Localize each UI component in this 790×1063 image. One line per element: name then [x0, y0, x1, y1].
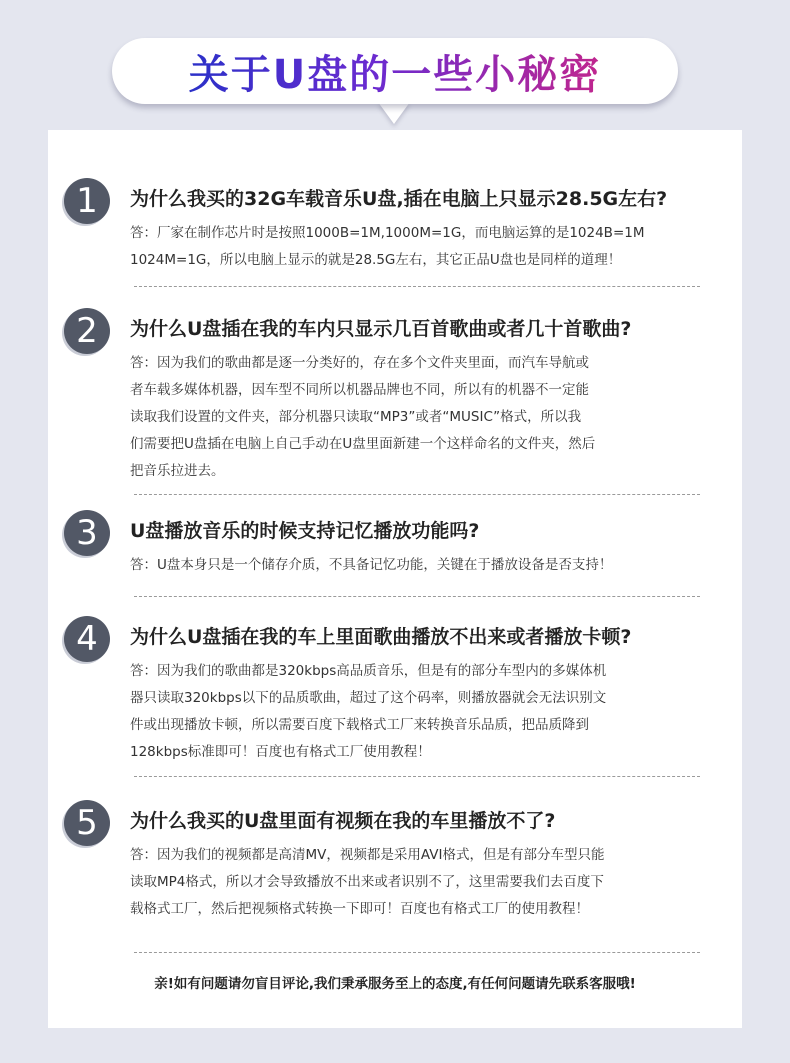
divider — [134, 494, 700, 495]
question: U盘播放音乐的时候支持记忆播放功能吗? — [130, 520, 480, 542]
answer — [130, 220, 720, 274]
answer — [130, 658, 720, 766]
question: 为什么U盘插在我的车内只显示几百首歌曲或者几十首歌曲? — [130, 318, 632, 340]
title-banner — [112, 38, 678, 104]
question: 为什么U盘插在我的车上里面歌曲播放不出来或者播放卡顿? — [130, 626, 632, 648]
answer-line: 答：U盘本身只是一个储存介质，不具备记忆功能，关键在于播放设备是否支持！ — [130, 557, 613, 573]
title-pointer — [378, 102, 410, 124]
answer — [130, 350, 720, 485]
answer — [130, 842, 720, 923]
faq-card — [48, 130, 742, 1028]
divider — [134, 952, 700, 953]
footer-note: 亲!如有问题请勿盲目评论,我们秉承服务至上的态度,有任何问题请先联系客服哦! — [154, 976, 636, 992]
answer-line: 128kbps标准即可！百度也有格式工厂使用教程！ — [130, 744, 431, 760]
question: 为什么我买的32G车载音乐U盘,插在电脑上只显示28.5G左右? — [130, 188, 668, 210]
question: 为什么我买的U盘里面有视频在我的车里播放不了? — [130, 810, 556, 832]
answer-line: 读取MP4格式，所以才会导致播放不出来或者识别不了，这里需要我们去百度下 — [130, 874, 604, 890]
number-badge: 5 — [64, 800, 110, 846]
title-pill — [112, 38, 678, 104]
answer-line: 答：因为我们的歌曲都是逐一分类好的，存在多个文件夹里面，而汽车导航或 — [130, 355, 589, 371]
number-badge: 3 — [64, 510, 110, 556]
answer-line: 答：因为我们的视频都是高清MV，视频都是采用AVI格式，但是有部分车型只能 — [130, 847, 605, 863]
answer — [130, 552, 720, 579]
answer-line: 把音乐拉进去。 — [130, 463, 225, 479]
number-badge: 1 — [64, 178, 110, 224]
page-title: 关于U盘的一些小秘密 — [189, 43, 601, 100]
answer-line: 载格式工厂，然后把视频格式转换一下即可！百度也有格式工厂的使用教程！ — [130, 901, 589, 917]
answer-line: 1024M=1G，所以电脑上显示的就是28.5G左右，其它正品U盘也是同样的道理！ — [130, 252, 622, 268]
answer-line: 们需要把U盘插在电脑上自己手动在U盘里面新建一个这样命名的文件夹，然后 — [130, 436, 596, 452]
answer-line: 件或出现播放卡顿，所以需要百度下载格式工厂来转换音乐品质，把品质降到 — [130, 717, 589, 733]
divider — [134, 286, 700, 287]
number-badge: 4 — [64, 616, 110, 662]
divider — [134, 776, 700, 777]
answer-line: 答：厂家在制作芯片时是按照1000B=1M,1000M=1G，而电脑运算的是1024B=1M — [130, 225, 645, 241]
divider — [134, 596, 700, 597]
answer-line: 读取我们设置的文件夹，部分机器只读取“MP3”或者“MUSIC”格式，所以我 — [130, 409, 582, 425]
answer-line: 器只读取320kbps以下的品质歌曲，超过了这个码率，则播放器就会无法识别文 — [130, 690, 607, 706]
answer-line: 者车载多媒体机器，因车型不同所以机器品牌也不同，所以有的机器不一定能 — [130, 382, 589, 398]
answer-line: 答：因为我们的歌曲都是320kbps高品质音乐，但是有的部分车型内的多媒体机 — [130, 663, 607, 679]
number-badge: 2 — [64, 308, 110, 354]
